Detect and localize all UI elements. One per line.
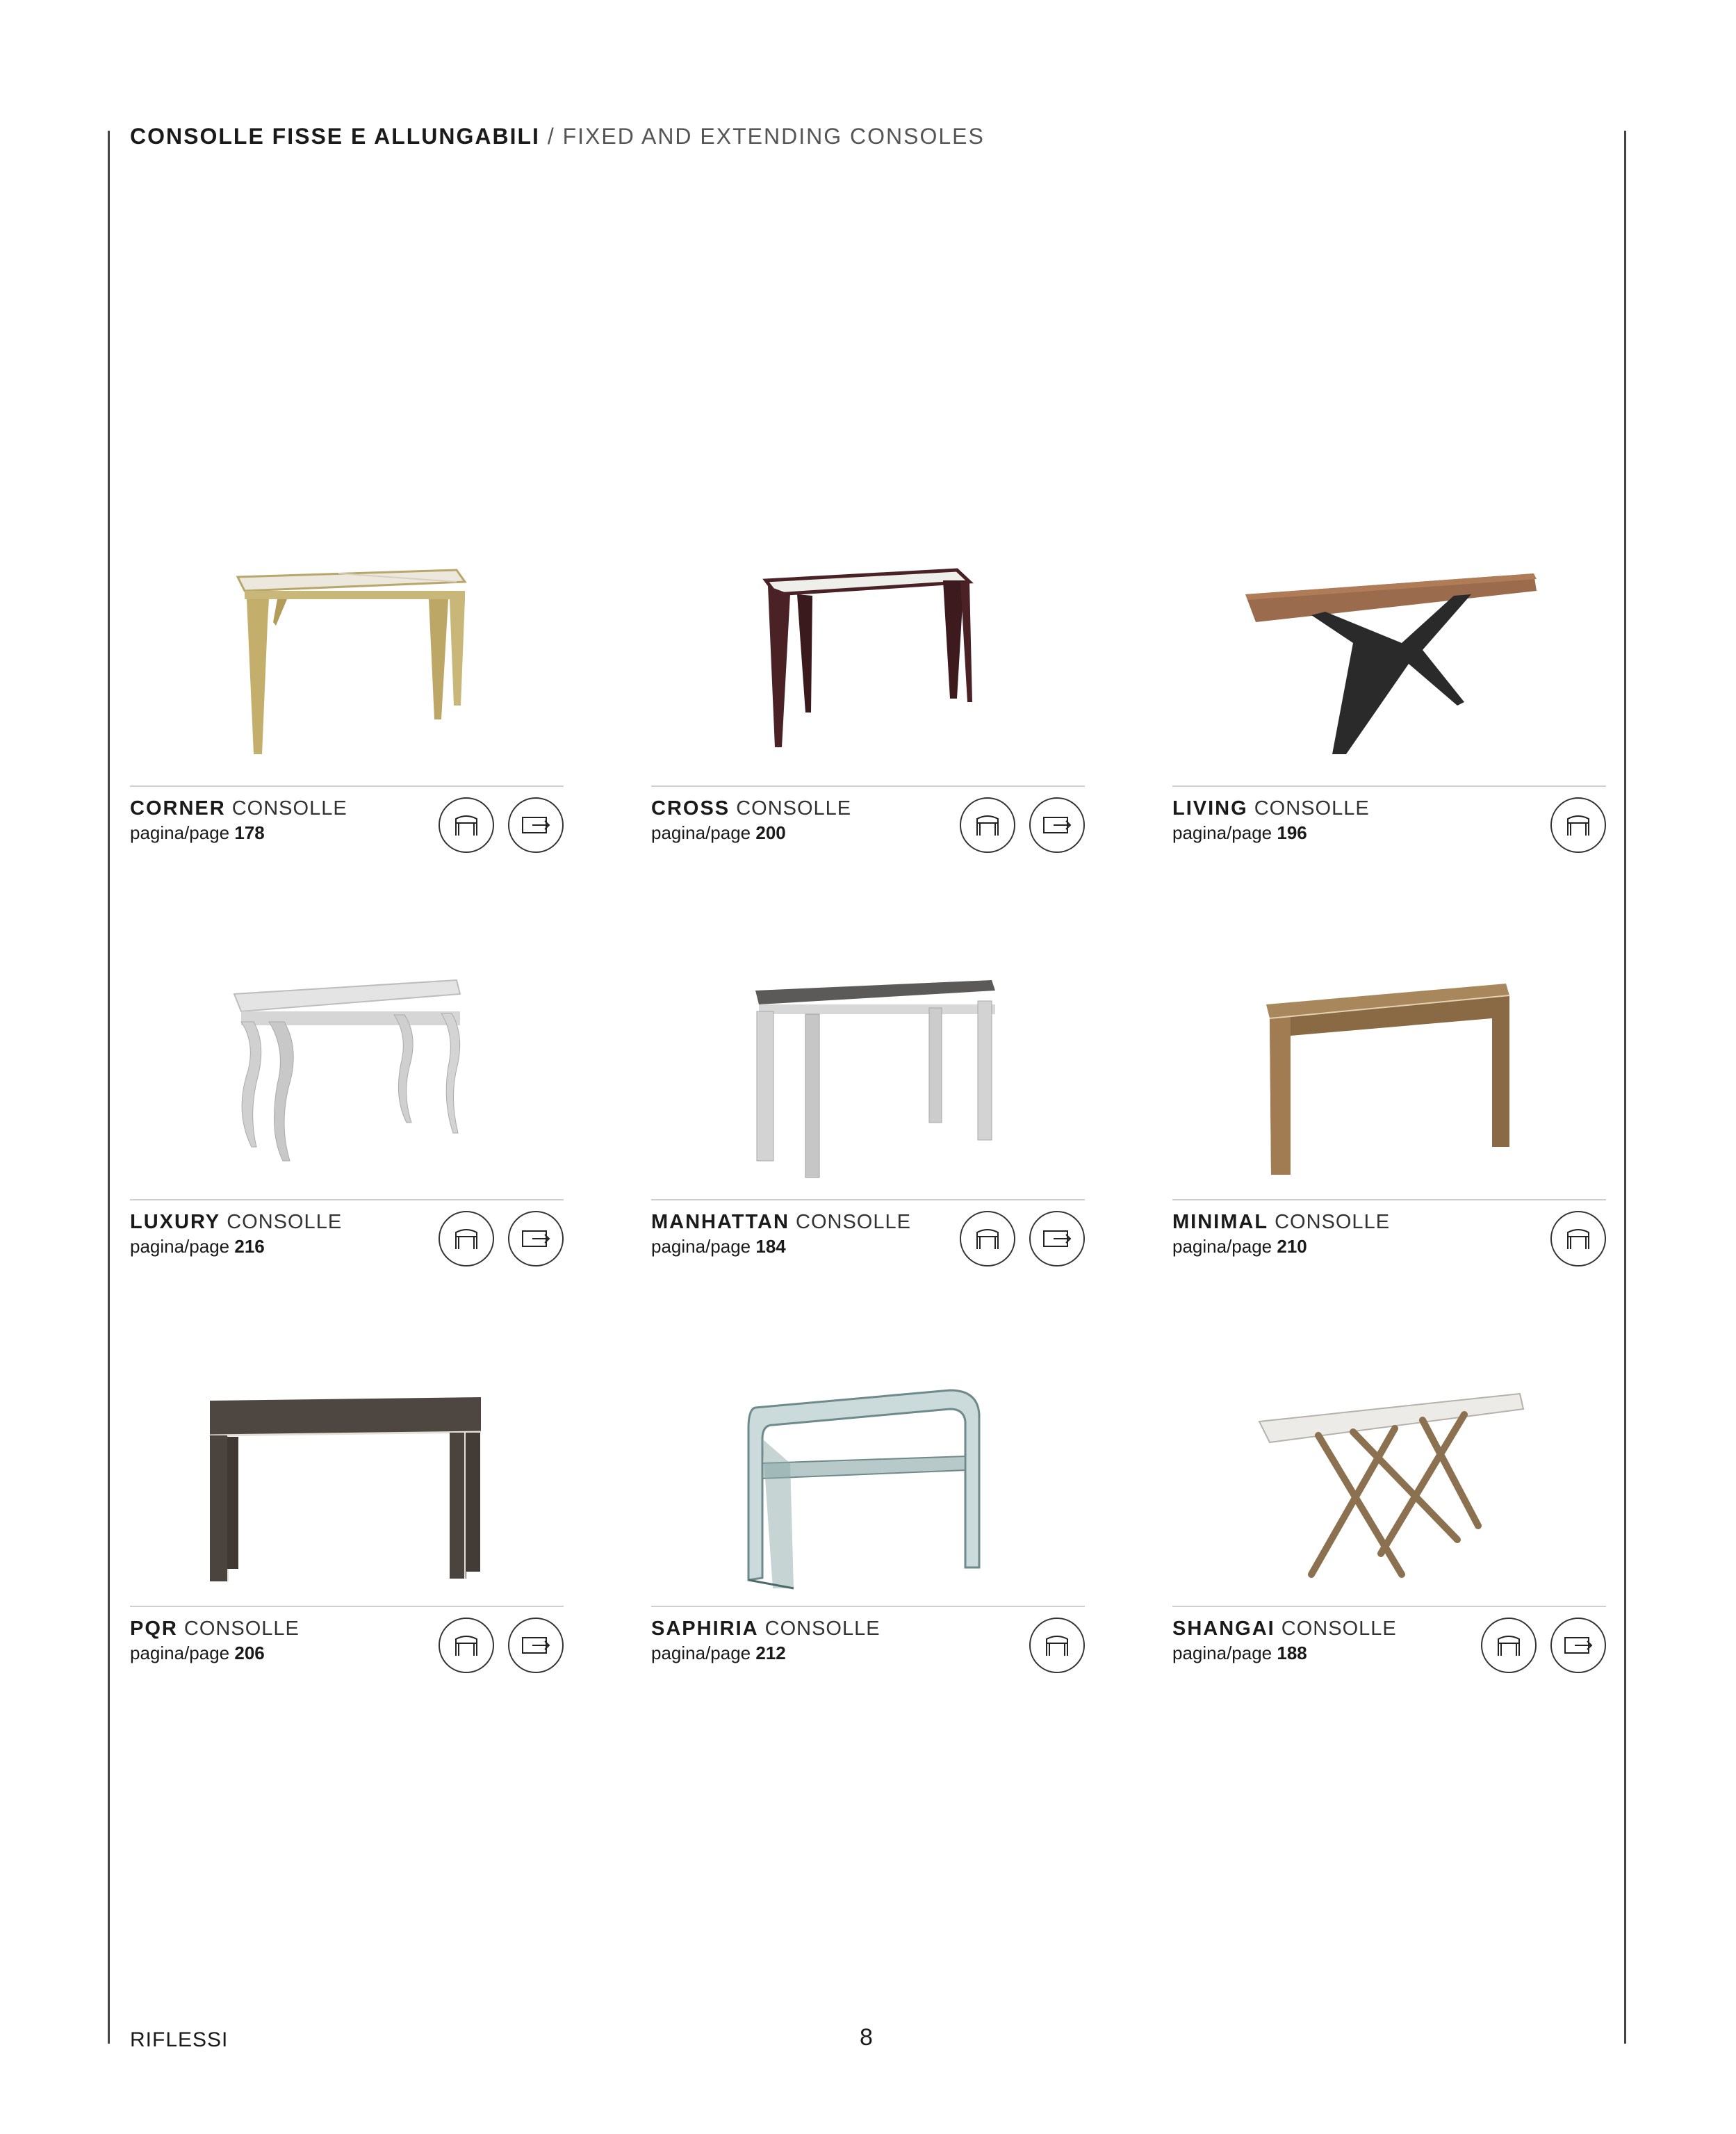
shangai-console-image bbox=[1172, 1359, 1606, 1595]
card-divider bbox=[651, 785, 1085, 787]
extending-console-icon bbox=[1550, 1618, 1606, 1673]
card-divider bbox=[651, 1606, 1085, 1607]
fixed-console-icon bbox=[439, 1211, 494, 1266]
footer-page-number: 8 bbox=[860, 2024, 873, 2051]
product-name: SAPHIRIA CONSOLLE bbox=[651, 1618, 881, 1640]
product-name: LUXURY CONSOLLE bbox=[130, 1211, 343, 1233]
living-console-image bbox=[1172, 539, 1606, 775]
product-page-ref: pagina/page 184 bbox=[651, 1236, 786, 1257]
product-name: MANHATTAN CONSOLLE bbox=[651, 1211, 911, 1233]
extending-console-icon bbox=[508, 1618, 564, 1673]
card-divider bbox=[130, 1606, 564, 1607]
product-page-ref: pagina/page 206 bbox=[130, 1643, 265, 1663]
title-italian: CONSOLLE FISSE E ALLUNGABILI bbox=[130, 124, 540, 149]
saphiria-console-image bbox=[651, 1359, 1085, 1595]
cross-console-image bbox=[651, 539, 1085, 775]
manhattan-console-image bbox=[651, 952, 1085, 1189]
product-page-ref: pagina/page 210 bbox=[1172, 1236, 1307, 1257]
extending-console-icon bbox=[1029, 1211, 1085, 1266]
right-margin-rule bbox=[1624, 131, 1626, 2044]
card-divider bbox=[1172, 785, 1606, 787]
product-name: SHANGAI CONSOLLE bbox=[1172, 1618, 1397, 1640]
pqr-console-image bbox=[130, 1359, 564, 1595]
product-page-ref: pagina/page 216 bbox=[130, 1236, 265, 1257]
card-divider bbox=[651, 1199, 1085, 1200]
card-divider bbox=[1172, 1199, 1606, 1200]
fixed-console-icon bbox=[960, 797, 1015, 853]
product-name: PQR CONSOLLE bbox=[130, 1618, 300, 1640]
luxury-console-image bbox=[130, 952, 564, 1189]
fixed-console-icon bbox=[1029, 1618, 1085, 1673]
extending-console-icon bbox=[508, 1211, 564, 1266]
card-divider bbox=[130, 1199, 564, 1200]
product-name: MINIMAL CONSOLLE bbox=[1172, 1211, 1391, 1233]
product-page-ref: pagina/page 188 bbox=[1172, 1643, 1307, 1663]
product-name: CORNER CONSOLLE bbox=[130, 797, 347, 820]
extending-console-icon bbox=[1029, 797, 1085, 853]
card-divider bbox=[1172, 1606, 1606, 1607]
product-page-ref: pagina/page 200 bbox=[651, 822, 786, 843]
fixed-console-icon bbox=[1550, 1211, 1606, 1266]
product-page-ref: pagina/page 212 bbox=[651, 1643, 786, 1663]
product-name: LIVING CONSOLLE bbox=[1172, 797, 1370, 820]
title-separator: / bbox=[539, 124, 563, 149]
fixed-console-icon bbox=[1550, 797, 1606, 853]
product-page-ref: pagina/page 196 bbox=[1172, 822, 1307, 843]
minimal-console-image bbox=[1172, 952, 1606, 1189]
extending-console-icon bbox=[508, 797, 564, 853]
page-title bbox=[130, 124, 985, 149]
title-english: FIXED AND EXTENDING CONSOLES bbox=[562, 124, 985, 149]
fixed-console-icon bbox=[439, 1618, 494, 1673]
footer-brand: RIFLESSI bbox=[130, 2028, 229, 2051]
card-divider bbox=[130, 785, 564, 787]
fixed-console-icon bbox=[1481, 1618, 1537, 1673]
fixed-console-icon bbox=[960, 1211, 1015, 1266]
product-name: CROSS CONSOLLE bbox=[651, 797, 852, 820]
corner-console-image bbox=[130, 539, 564, 775]
product-page-ref: pagina/page 178 bbox=[130, 822, 265, 843]
fixed-console-icon bbox=[439, 797, 494, 853]
left-margin-rule bbox=[108, 131, 110, 2044]
